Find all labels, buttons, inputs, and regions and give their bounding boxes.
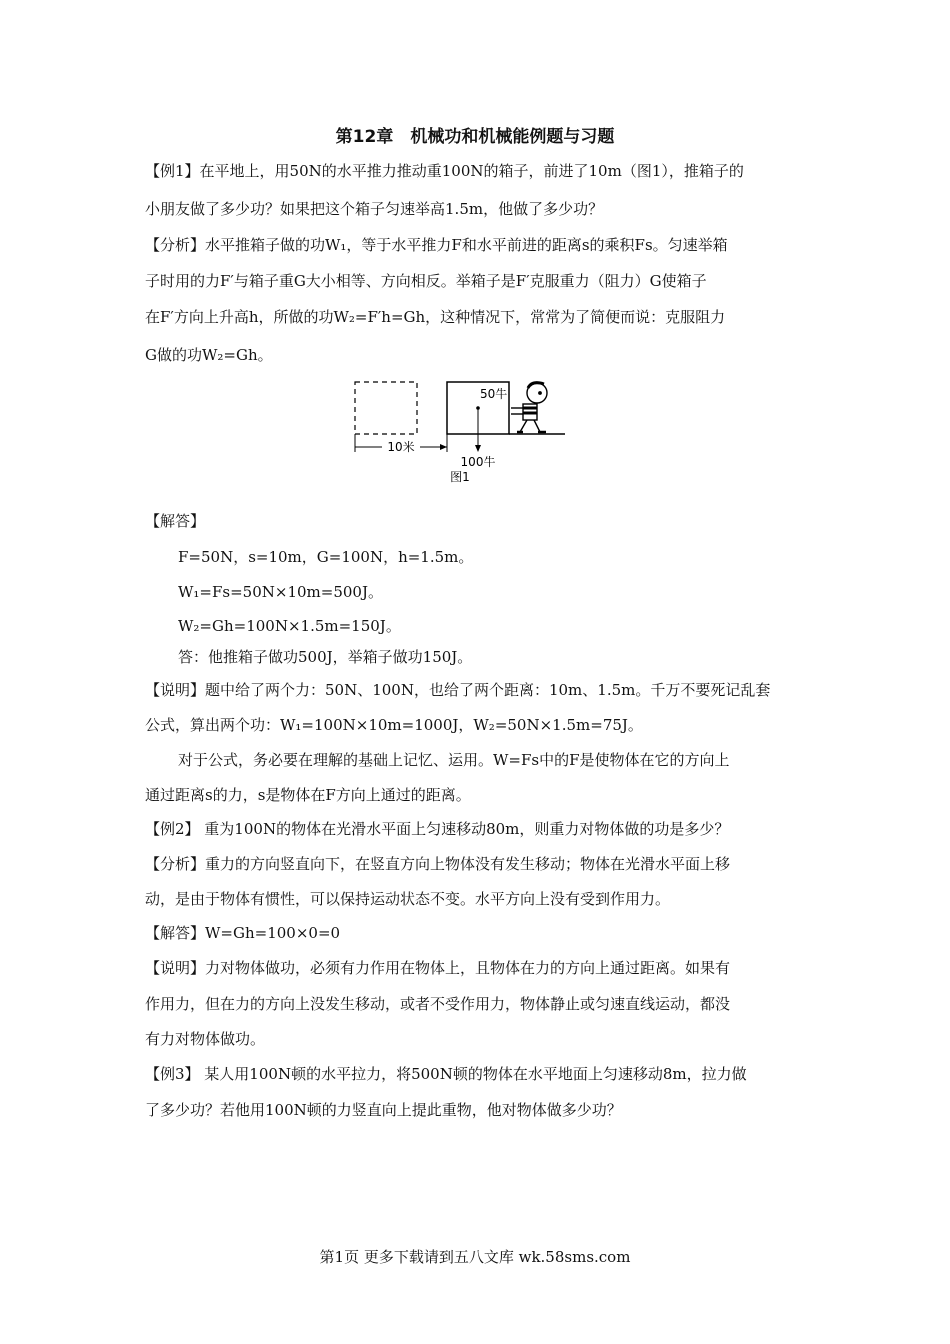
page-title: 第12章 机械功和机械能例题与习题 <box>335 127 615 147</box>
text-line: 【说明】力对物体做功，必须有力作用在物体上，且物体在力的方向上通过距离。如果有 <box>145 959 731 977</box>
weight-label: 100牛 <box>460 455 496 469</box>
text-line: 【例3】 某人用100N顿的水平拉力，将500N顿的物体在水平地面上匀速移动8m，拉力做 <box>145 1065 747 1083</box>
text-line: W₁=Fs=50N×10m=500J。 <box>178 583 383 601</box>
text-line: 【例1】在平地上，用50N的水平推力推动重100N的箱子，前进了10m（图1），推箱子的 <box>145 162 744 180</box>
page-footer: 第1页 更多下载请到五八文库 wk.58sms.com <box>319 1248 631 1266</box>
text-line: 了多少功？若他用100N顿的力竖直向上提此重物，他对物体做多少功？ <box>145 1101 622 1119</box>
text-line: 有力对物体做功。 <box>145 1030 266 1048</box>
text-line: 答：他推箱子做功500J，举箱子做功150J。 <box>178 648 473 666</box>
text-line: 在F′方向上升高h，所做的功W₂=F′h=Gh，这种情况下，常常为了简便而说：克服阻力 <box>145 308 726 326</box>
text-line: 【解答】W=Gh=100×0=0 <box>145 924 341 942</box>
text-line: 对于公式，务必要在理解的基础上记忆、运用。W=Fs中的F是使物体在它的方向上 <box>178 751 730 769</box>
figure-caption: 图1 <box>450 470 470 484</box>
text-line: F=50N，s=10m，G=100N，h=1.5m。 <box>178 548 474 566</box>
text-line: 【解答】 <box>145 512 206 530</box>
force-label: 50牛 <box>480 387 508 401</box>
text-line: 子时用的力F′与箱子重G大小相等、方向相反。举箱子是F′克服重力（阻力）G使箱子 <box>145 272 707 290</box>
child-icon <box>511 383 547 432</box>
dashed-box <box>355 382 417 434</box>
text-line: W₂=Gh=100N×1.5m=150J。 <box>178 617 401 635</box>
figure-1 <box>340 368 580 498</box>
distance-label: 10米 <box>387 440 415 454</box>
text-line: G做的功W₂=Gh。 <box>145 346 273 364</box>
text-line: 【说明】题中给了两个力：50N、100N，也给了两个距离：10m、1.5m。千万不要死记乱套 <box>145 681 771 699</box>
text-line: 作用力，但在力的方向上没发生移动，或者不受作用力，物体静止或匀速直线运动，都没 <box>145 995 731 1013</box>
text-line: 【分析】水平推箱子做的功W₁，等于水平推力F和水平前进的距离s的乘积Fs。匀速举箱 <box>145 236 728 254</box>
text-line: 【分析】重力的方向竖直向下，在竖直方向上物体没有发生移动；物体在光滑水平面上移 <box>145 855 731 873</box>
text-line: 【例2】 重为100N的物体在光滑水平面上匀速移动80m，则重力对物体做的功是多少？ <box>145 820 730 838</box>
text-line: 小朋友做了多少功？如果把这个箱子匀速举高1.5m，他做了多少功？ <box>145 200 604 218</box>
text-line: 动，是由于物体有惯性，可以保持运动状态不变。水平方向上没有受到作用力。 <box>145 890 671 908</box>
text-line: 通过距离s的力，s是物体在F方向上通过的距离。 <box>145 786 471 804</box>
text-line: 公式，算出两个功：W₁=100N×10m=1000J，W₂=50N×1.5m=75J。 <box>145 716 643 734</box>
